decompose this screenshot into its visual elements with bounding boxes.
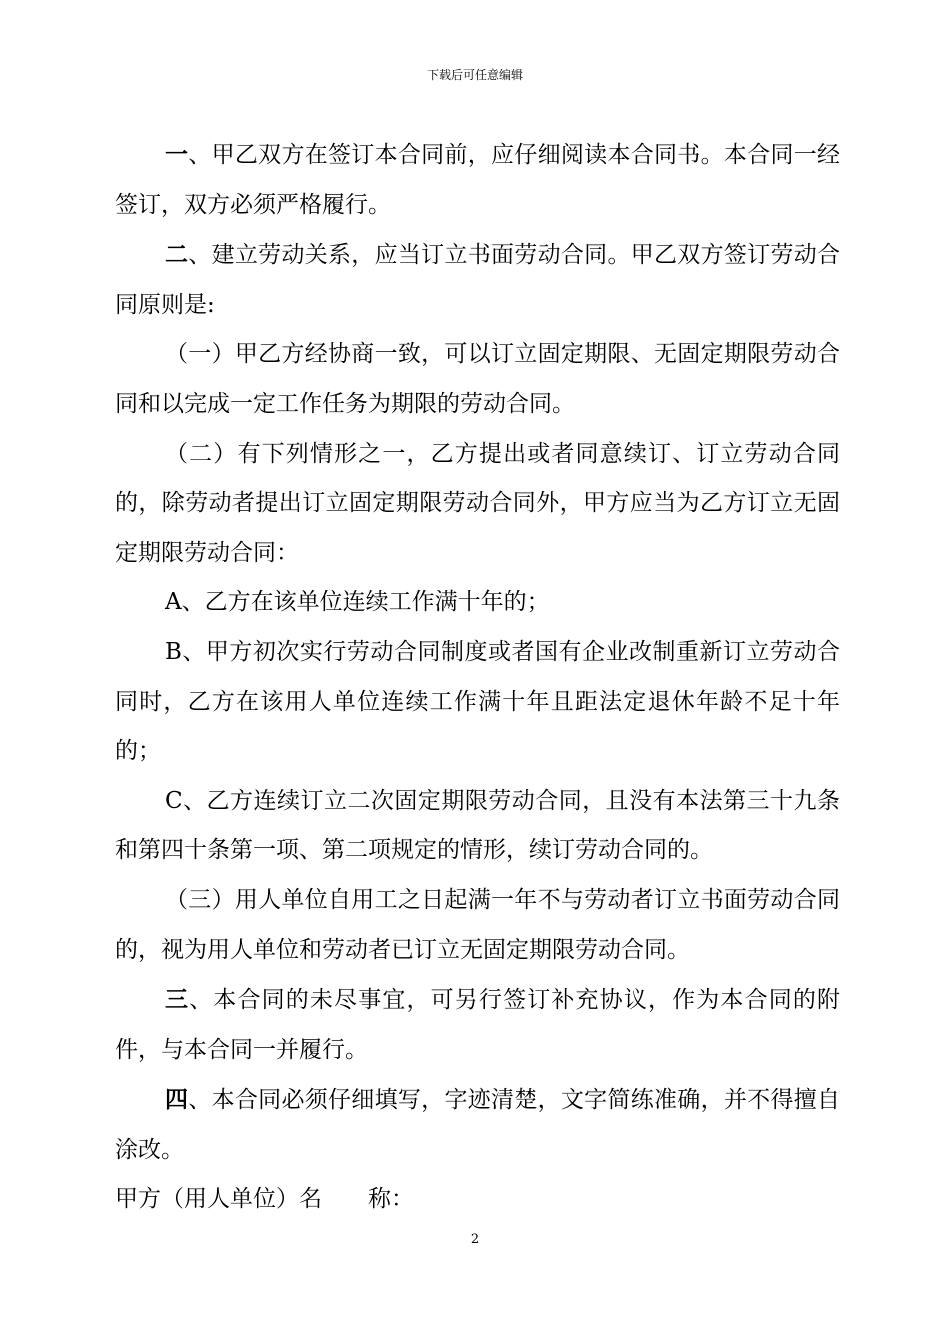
contract-body	[115, 130, 840, 1225]
paragraph-2	[115, 230, 840, 330]
paragraph-text: C、乙方连续订立二次固定期限劳动合同，且没有本法第三十九条和第四十条第一项、第二项规定的情形，续订劳动合同的。	[115, 787, 840, 864]
paragraph-text: （二）有下列情形之一，乙方提出或者同意续订、订立劳动合同的，除劳动者提出订立固定期限劳动合同外，甲方应当为乙方订立无固定期限劳动合同：	[115, 440, 840, 566]
paragraph-8	[115, 876, 840, 975]
page-header: 下载后可任意编辑	[426, 68, 523, 82]
paragraph-10	[115, 1075, 840, 1175]
paragraph-text: 、建立劳动关系，应当订立书面劳动合同。甲乙双方签订劳动合同原则是:	[115, 242, 841, 318]
paragraph-1	[115, 130, 840, 230]
paragraph-9	[115, 975, 840, 1075]
clause-number: 一	[165, 141, 189, 168]
paragraph-4	[115, 430, 840, 579]
paragraph-text: （三）用人单位自用工之日起满一年不与劳动者订立书面劳动合同的，视为用人单位和劳动者已订立无固定期限劳动合同。	[115, 886, 840, 963]
paragraph-text: B、甲方初次实行劳动合同制度或者国有企业改制重新订立劳动合同时，乙方在该用人单位连续工作满十年且距法定退休年龄不足十年的；	[115, 638, 840, 765]
paragraph-3	[115, 330, 840, 429]
paragraph-text: 、本合同的未尽事宜，可另行签订补充协议，作为本合同的附件，与本合同一并履行。	[115, 987, 841, 1063]
paragraph-text: （一）甲乙方经协商一致，可以订立固定期限、无固定期限劳动合同和以完成一定工作任务为期限的劳动合同。	[115, 341, 840, 417]
signature-line: 甲方（用人单位）名 称：	[115, 1186, 414, 1213]
paragraph-text: 、本合同必须仔细填写，字迹清楚，文字简练准确，并不得擅自涂改。	[115, 1087, 841, 1163]
paragraph-6	[115, 628, 840, 777]
paragraph-text: A、乙方在该单位连续工作满十年的；	[165, 589, 550, 616]
paragraph-5	[115, 578, 840, 628]
page-number: 2	[470, 1232, 480, 1247]
paragraph-text: 、甲乙双方在签订本合同前，应仔细阅读本合同书。本合同一经签订，双方必须严格履行。	[115, 142, 841, 218]
clause-number: 三	[165, 986, 190, 1014]
clause-number: 四	[165, 1086, 189, 1114]
paragraph-7	[115, 777, 840, 876]
clause-number: 二	[165, 241, 189, 269]
